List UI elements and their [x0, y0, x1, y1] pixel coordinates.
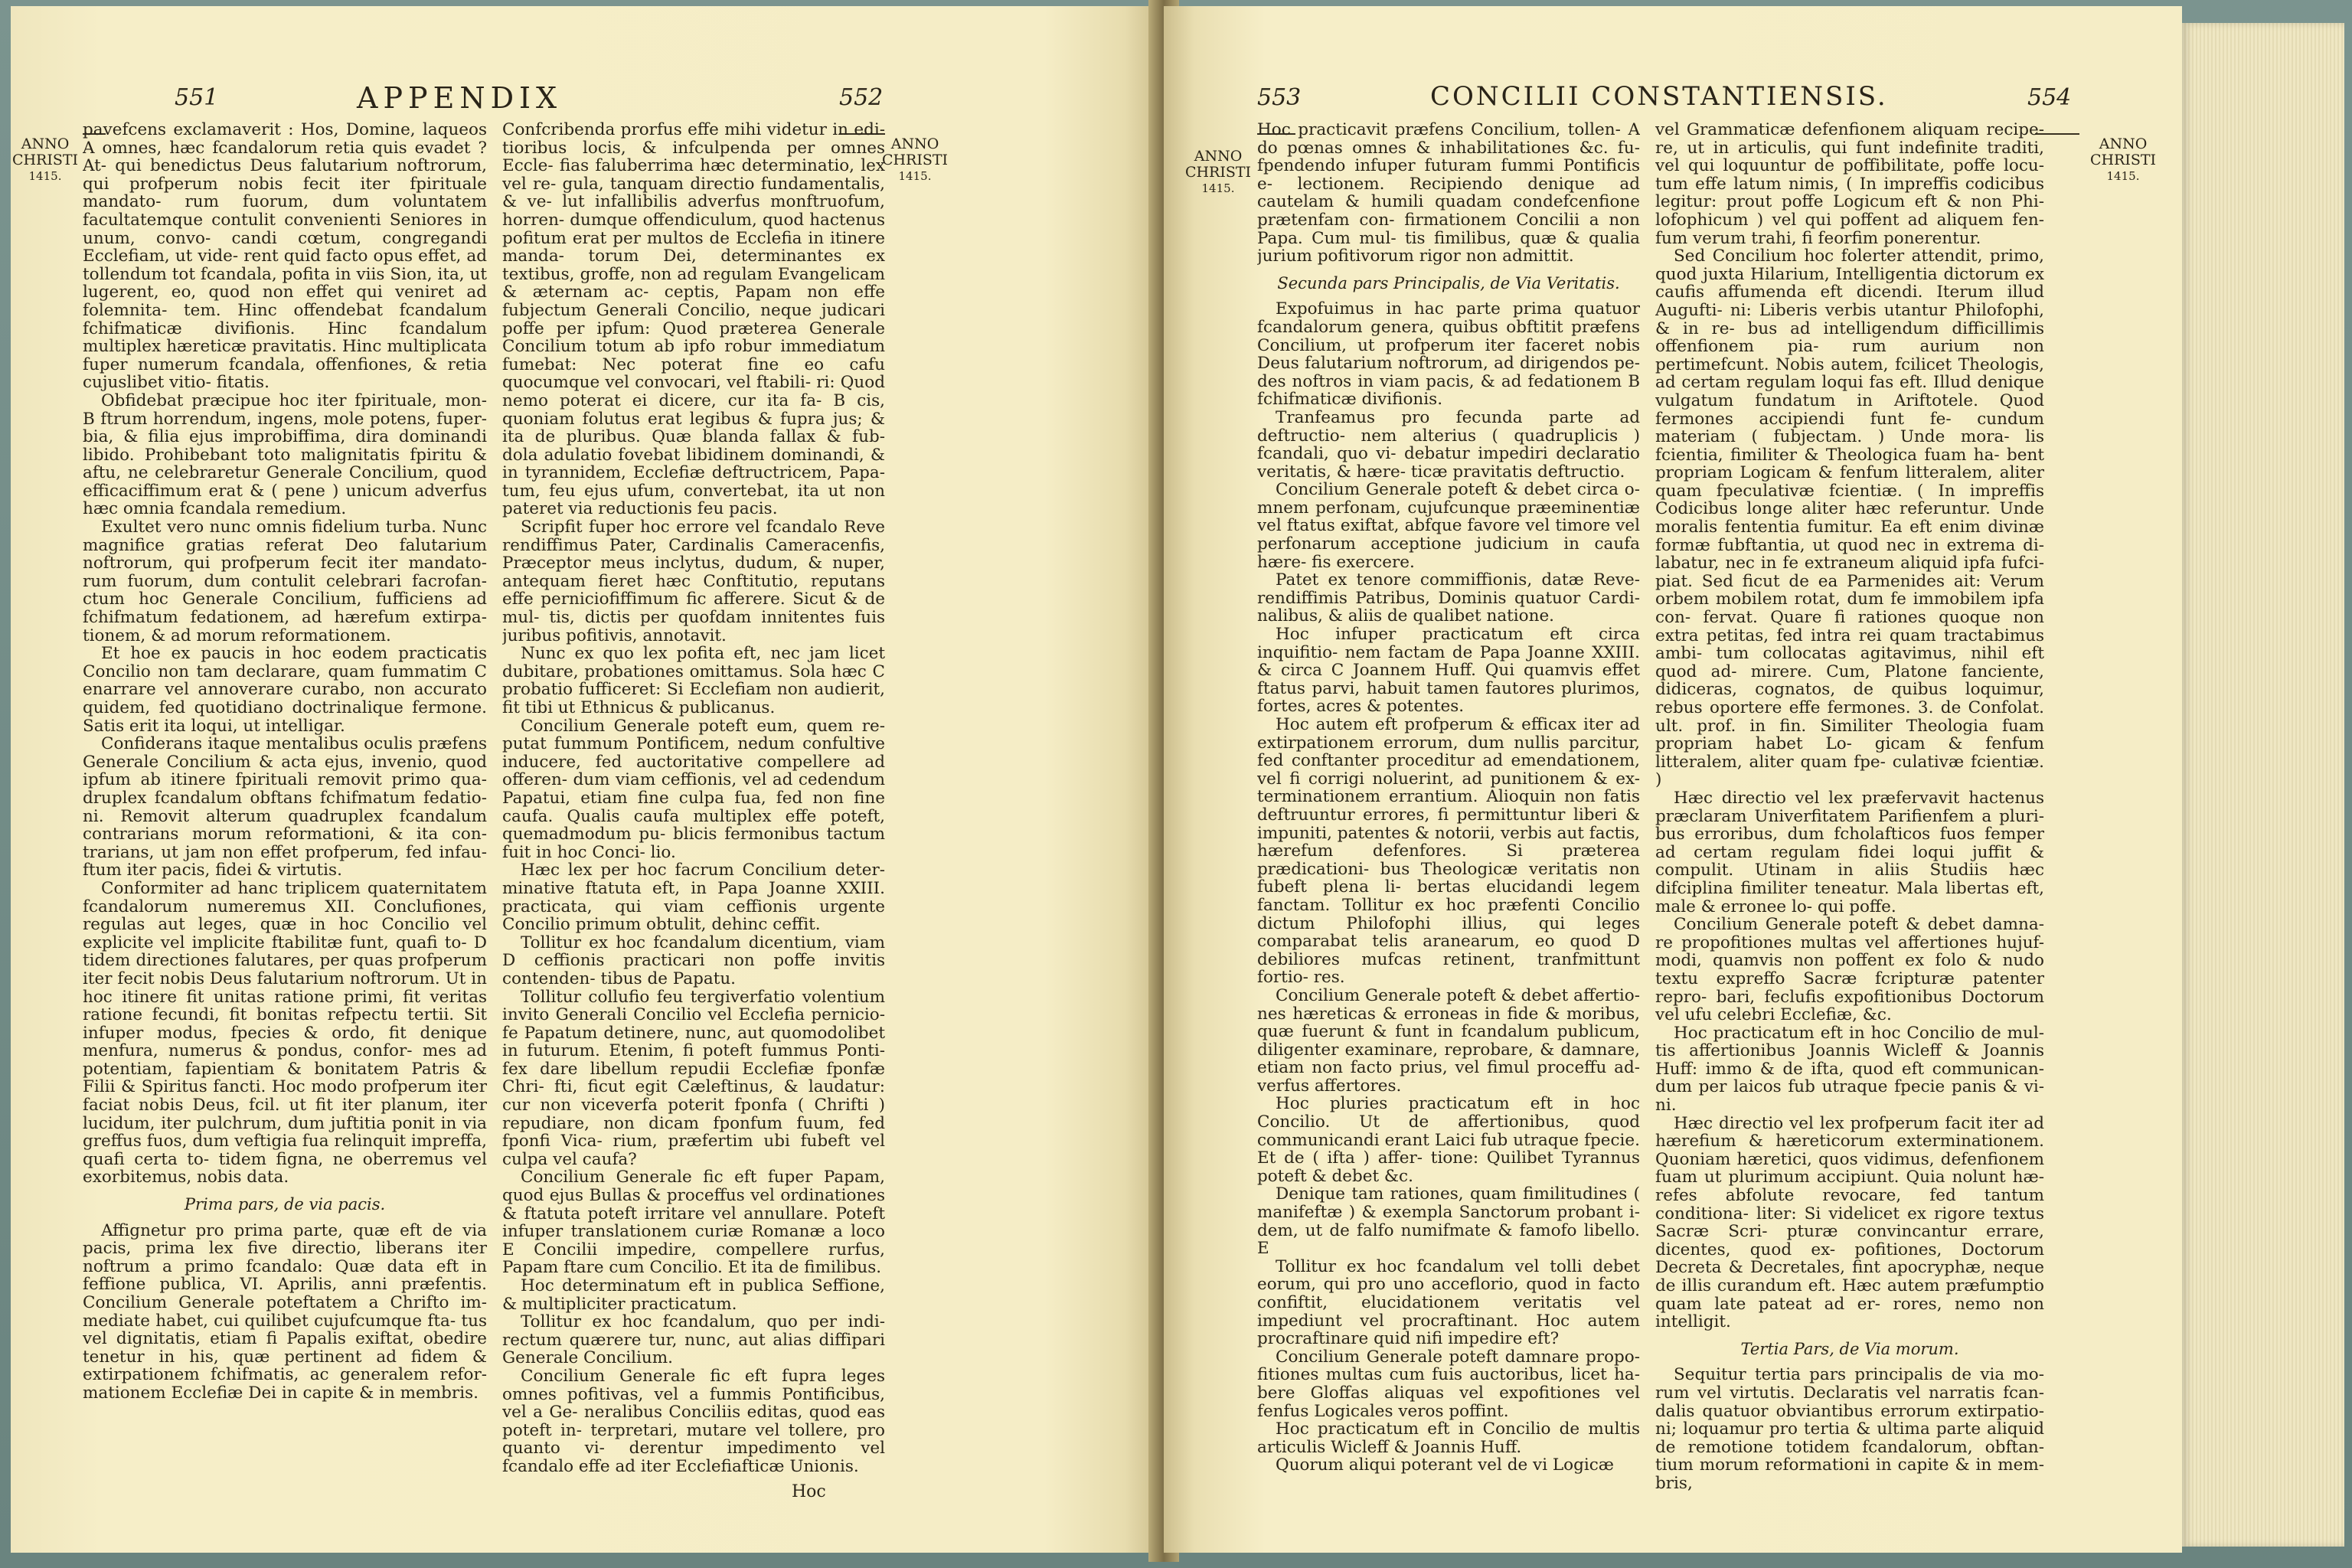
anno-line: 1415.: [1201, 181, 1235, 195]
section-heading-secunda-pars: Secunda pars Principalis, de Via Veritatis.: [1277, 273, 1620, 292]
paragraph: Patet ex tenore commiffionis, datæ Reve- rendiffimis Patribus, Dominis quatuor Cardi- nalibus, & aliis de qualibet natione.: [1257, 570, 1640, 626]
paragraph: Scripfit fuper hoc errore vel fcandalo Reve rendiffimus Pater, Cardinalis Cameracenfis, Præceptor meus inclytus, dudum, & nuper, antequam fieret hæc Conftitutio, reputans effe perniciofiffimum fic afferere. Sicut & de mul- tis, dictis per quofdam innitentes fuis juribus pofitivis, annotavit.: [502, 518, 885, 645]
catchword: Hoc: [792, 1482, 826, 1501]
side-note-anno-left: [11, 136, 80, 185]
paragraph: Concilium Generale poteft & debet circa o- mnem perfonam, cujufcunque præeminentiæ vel ftatus exiftat, abfque favore vel timore vel perfonarum acceptione judicium in caufa hære- fis exercere.: [1257, 480, 1640, 572]
paragraph: Exultet vero nunc omnis fidelium turba. Nunc magnifice gratias referat Deo falutarium noftrorum, qui profperum fecit iter mandato- rum fuorum, dum contulit celebrari facrofan- ctum hoc Generale Concilium, fufficiens ad fchifmatum fedationem, ad hærefum extirpa- tionem, & ad morum reformationem.: [83, 518, 487, 645]
column-a: [83, 121, 487, 1541]
paragraph: Hæc directio vel lex profperum facit iter ad hærefium & hæreticorum exterminationem. Quoniam hæretici, quos vidimus, defenfionem fuam ut plurimum accipiunt. Quia nolunt hæ- refes abfolute revocare, fed tantum conditiona- liter: Si videlicet ex rigore textus Sacræ Scri- pturæ convincantur errare, dicentes, quod ex- pofitiones, Doctorum Decreta & Decretales, fint apocryphæ, neque de illis curandum eft. Hæc autem præfumptio quam late pateat ad er- rores, nemo non intelligit.: [1655, 1113, 2044, 1332]
anno-line: ANNO: [890, 136, 939, 152]
paragraph: Quorum aliqui poterant vel de vi Logicæ: [1276, 1455, 1615, 1475]
paragraph: Confiderans itaque mentalibus oculis præfens Generale Concilium & acta ejus, invenio, quod ipfum ab itinere fpirituali removit primo qua- druplex fcandalum obftans fchifmatum fedatio- ni. Removit alterum quadruplex fcandalum contrarians morum reformationi, & ita con- trarians, ut jam non effet profperum, fed infau- ftum iter pacis, fidei & virtutis.: [83, 734, 487, 880]
anno-line: CHRISTI: [1184, 164, 1252, 181]
paragraph: Affignetur pro prima parte, quæ eft de via pacis, prima lex five directio, liberans iter noftrum a primo fcandalo: Quæ data eft in feffione publica, VI. Aprilis, anni præfentis. Concilium Generale poteftatem a Chrifto im- mediate habet, cui quilibet cujufcumque fta- tus vel dignitatis, etiam fi Papalis exiftat, obedire tenetur in his, quæ pertinent ad fidem & extirpationem fchifmatis, ac generalem refor- mationem Ecclefiæ Dei in capite & in membris.: [83, 1220, 487, 1403]
paragraph: Concilium Generale fic eft fupra leges omnes pofitivas, vel a fummis Pontificibus, vel a Ge- neralibus Conciliis editas, quod eas poteft in- terpretari, mutare vel tollere, pro quanto vi- derentur impedimento vel fcandalo effe ad iter Ecclefiafticæ Unionis.: [502, 1366, 885, 1476]
anno-line: CHRISTI: [881, 152, 949, 168]
left-page: [11, 6, 1159, 1553]
paragraph: Hæc directio vel lex præfervavit hactenus præclaram Univerfitatem Parifienfem a pluri- bus erroribus, dum fcholafticos fuos femper ad certam regulam fidei loqui juffit & compulit. Utinam in aliis Studiis hæc difciplina fimiliter teneatur. Mala libertas eft, male & erronee lo- qui poffe.: [1655, 788, 2044, 916]
paragraph: vel Grammaticæ defenfionem aliquam recipe- re, ut in articulis, qui funt indefinite traditi, vel qui loquuntur de poffibilitate, poffe locu- tum effe latum nimis, ( In impreffis codicibus legitur: prout poffe Logicum eft & non Phi- lofophicum ) vel qui poffent ad aliquem fen- fum verum trahi, fi feorfim ponerentur.: [1655, 121, 2044, 248]
paragraph: Concilium Generale poteft & debet damna- re propofitiones multas vel affertiones hujuf- modi, quamvis non poffent ex folo & nudo textu expreffo Sacræ fcripturæ patenter repro- bari, feclufis expofitionibus Doctorum vel ufu celebri Ecclefiæ, &c.: [1655, 915, 2044, 1025]
right-page: [1164, 6, 2182, 1553]
paragraph: Concilium Generale poteft eum, quem re- putat fummum Pontificem, nedum confultive inducere, fed auctoritative compellere ad offeren- dum viam ceffionis, vel ad cedendum Papatui, etiam fine culpa fua, fed non fine caufa. Qualis caufa multiplex effe poteft, quemadmodum pu- blicis fermonibus tactum fuit in hoc Conci- lio.: [502, 716, 885, 862]
paragraph: Hoc autem eft profperum & efficax iter ad extirpationem errorum, dum nullis parcitur, fed conftanter proceditur ad emendationem, vel fi corrigi noluerint, ad punitionem & ex- terminationem errantium. Alioquin non fatis deftruuntur errores, fi permittuntur liberi & impuniti, patentes & notorii, verbis aut factis, hærefum defenfores. Si præterea prædicationi- bus Theologicæ veritatis non fubeft plena li- bertas elucidandi legem fanctam. Tollitur ex hoc præfenti Concilio dictum Philofophi illius, qui leges comparabat telis aranearum, eo quod D debiliores mufcas retinent, tranfmittunt fortio- res.: [1257, 715, 1640, 988]
page-number-right-outer: 554: [2027, 84, 2072, 111]
paragraph: Tollitur ex hoc fcandalum vel tolli debet eorum, qui pro uno acceflorio, quod in facto confiftit, elucidationem veritatis vel impediunt vel procraftinant. Hoc autem procraftinare quid nifi impedire eft?: [1257, 1256, 1640, 1349]
paragraph: Concilium Generale poteft & debet affertio- nes hæreticas & erroneas in fide & moribus, quæ fuerunt & funt in fcandalum publicum, diligenter examinare, reprobare, & damnare, etiam non facto prius, vel fimul proceffu ad- verfus affertores.: [1257, 985, 1640, 1096]
paragraph: Tollitur ex hoc fcandalum dicentium, viam D ceffionis practicari non poffe invitis contenden- tibus de Papatu.: [502, 933, 885, 988]
column-b: [502, 121, 885, 1507]
section-heading-tertia-pars: Tertia Pars, de Via morum.: [1740, 1339, 1959, 1358]
anno-line: 1415.: [2106, 169, 2140, 183]
anno-line: 1415.: [28, 169, 62, 183]
paragraph: Concilium Generale fic eft fuper Papam, quod ejus Bullas & proceffus vel ordinationes & ftatuta poteft irritare vel annullare. Poteft infuper translationem curiæ Romanæ a loco E Concilii impedire, compellere rurfus, Papam ftare cum Concilio. Et ita de fimilibus.: [502, 1168, 885, 1278]
running-head-left: APPENDIX: [357, 81, 563, 115]
anno-line: ANNO: [2099, 136, 2148, 152]
paragraph: Obfidebat præcipue hoc iter fpirituale, mon- B ftrum horrendum, ingens, mole potens, fuper- bia, & filia ejus improbiffima, dira dominandi libido. Prohibebant toto malignitatis fpiritu & aftu, ne celebraretur Generale Concilium, quod efficaciffimum erat & ( pene ) unicum adverfus hæc omnia fcandala remedium.: [83, 390, 487, 519]
page-number-left-inner: 552: [839, 84, 884, 111]
anno-line: 1415.: [898, 169, 932, 183]
paragraph: Concilium Generale poteft damnare propo- fitiones multas cum fuis auctoribus, licet ha- bere Gloffas aliquas vel expofitiones vel fenfus Logicales veros poffint.: [1257, 1347, 1640, 1421]
side-note-anno-right-outer: [2089, 136, 2158, 185]
paragraph: Hoc practicavit præfens Concilium, tollen- A do pœnas omnes & inhabilitationes &c. fu- fpendendo infuper futuram fummi Pontificis e- lectionem. Recipiendo denique ad cautelam & humili quadam condefcenfione prætenfam con- firmationem Concilii a non Papa. Cum mul- tis fimilibus, quæ & qualia jurium pofitivorum rigor non admittit.: [1257, 121, 1640, 266]
paragraph: Sequitur tertia pars principalis de via mo- rum vel virtutis. Declaratis vel narratis fcan- dalis quatuor obviantibus errorum extirpatio- ni; loquamur pro tertia & ultima parte aliquid de remotione totidem fcandalorum, obftan- tium morum reformationi in capite & in mem- bris,: [1655, 1365, 2044, 1491]
page-number-left-outer: 551: [175, 84, 219, 111]
paragraph: Tollitur collufio feu tergiverfatio volentium invito Generali Concilio vel Ecclefia pernicio- fe Papatum detinere, nunc, aut quomodolibet in futurum. Etenim, fi poteft fummus Ponti- fex dare libellum repudii Ecclefiæ fponfæ Chri- fti, ficut egit Cæleftinus, & laudatur: cur non viceverfa poterit fponfa ( Chrifti ) repudiare, non dicam fponfum fuum, fed fponfi Vica- rium, præfertim ubi fubeft vel culpa vel caufa?: [502, 987, 885, 1169]
paragraph: Hoc practicatum eft in Concilio de multis articulis Wicleff & Joannis Huff.: [1257, 1419, 1640, 1457]
paragraph: pavefcens exclamaverit : Hos, Domine, laqueos A omnes, hæc fcandalorum retia quis evadet ? At- qui benedictus Deus falutarium noftrorum, qui profperum nobis fecit iter fpirituale mandato- rum fuorum, dum voluntatem facultatemque contulit convenienti Seniores in unum, convo- candi cœtum, congregandi Ecclefiam, ut vide- rent quid facto opus effet, ad tollendum tot fcandala, pofita in viis Sion, ita, ut lugerent, eo, quod non effet qui veniret ad folemnita- tem. Hinc offendebat fcandalum fchifmaticæ divifionis. Hinc fcandalum multiplex hæreticæ pravitatis. Hinc multiplicata fuper numerum fcandala, offenfiones, & retia cujuslibet vitio- fitatis.: [83, 121, 487, 393]
side-note-anno-inner: [880, 136, 949, 185]
paragraph: Conformiter ad hanc triplicem quaternitatem fcandalorum numeremus XII. Conclufiones, regulas aut leges, quæ in hoc Concilio vel explicite vel implicite ftabilitæ funt, quafi to- D tidem directiones falutares, per quas profperum iter fecit nobis Deus falutarium noftrorum. Ut in hoc itinere fit unitas ratione primi, fit veritas ratione fecundi, fit bonitas refpectu tertii. Sit infuper modus, fpecies & ordo, fit denique menfura, numerus & pondus, confor- mes ad potentiam, fapientiam & bonitatem Patris & Filii & Spiritus fancti. Hoc modo profperum iter faciat nobis Deus, fcil. ut fit iter planum, iter lucidum, iter pulchrum, dum juftitia ponit in via greffus fuos, dum veftigia fua relinquit impreffa, quafi certa to- tidem figna, ne oberremus vel exorbitemus, nobis data.: [83, 878, 487, 1187]
paragraph: Denique tam rationes, quam fimilitudines ( manifeftæ ) & exempla Sanctorum probant i- dem, ut de falfo numifmate & famofo libello. E: [1257, 1184, 1640, 1259]
paragraph: Expofuimus in hac parte prima quatuor fcandalorum genera, quibus obftitit præfens Concilium, ut profperum iter faceret nobis Deus falutarium noftrorum, ad dirigendos pe- des noftros in viam pacis, & ad fedationem B fchifmaticæ divifionis.: [1257, 299, 1640, 410]
paragraph: Tranfeamus pro fecunda parte ad deftructio- nem alterius ( quadruplicis ) fcandali, quo vi- debatur impediri declaratio veritatis, & hære- ticæ pravitatis deftructio.: [1257, 407, 1640, 482]
paragraph: Hæc lex per hoc facrum Concilium deter- minative ftatuta eft, in Papa Joanne XXIII. practicata, qui viam ceffionis urgente Concilio primum obtulit, dehinc ceffit.: [502, 861, 885, 935]
column-c: [1257, 121, 1640, 1507]
anno-line: ANNO: [21, 136, 70, 152]
paragraph: Sed Concilium hoc folerter attendit, primo, quod juxta Hilarium, Intelligentia dictorum ex caufis affumenda eft dicendi. Iterum illud Augufti- ni: Liberis verbis utantur Philofophi, & in re- bus ad intelligendum difficillimis offenfionem pia- rum aurium non pertimefcunt. Nobis autem, fcilicet Theologis, ad certam regulam loqui fas eft. Illud denique vulgatum fundatum in Ariftotele. Quod fermones accipiendi funt fe- cundum materiam ( fubjectam. ) Unde mora- lis fcientia, fimiliter & Theologica fuam ha- bent propriam Logicam & fenfum litteralem, aliter quam fpeculativæ fcientiæ. ( In impreffis Codicibus longe aliter hæc referuntur. Unde moralis fententia fumitur. Ea eft enim divinæ formæ fubftantia, ut quod nec in extrema di- labatur, nec in fe extraneum aliquid ipfa fufci- piat. Sed ficut de ea Parmenides ait: Verum orbem mobilem rotat, dum fe immobilem ipfa con- fervat. Quare fi rationes quoque non extra petitas, fed intra rei quam tractabimus ambi- tum collocatas agitavimus, nihil eft quod ad- mirere. Cum, Platone fanciente, didiceras, cognatos, de quibus loquimur, rebus oportere effe fermones. 3. de Confolat. ult. prof. in fin. Similiter Theologia fuam propriam habet Lo- gicam & fenfum litteralem, aliter quam fpe- culativæ fcientiæ. ): [1655, 247, 2044, 790]
paragraph: Hoc determinatum eft in publica Seffione, & multipliciter practicatum.: [502, 1276, 885, 1314]
paragraph: Confcribenda prorfus effe mihi videtur in edi- tioribus locis, & infculpenda per omnes Eccle- fias faluberrima hæc determinatio, lex vel re- gula, tanquam directio fundamentalis, & ve- lut infallibilis adverfus monftruofum, horren- dumque offendiculum, quod hactenus pofitum erat per multos de Ecclefia in itinere manda- torum Dei, determinantes ex textibus, groffe, non ad regulam Evangelicam & æternam ac- ceptis, Papam non effe fubjectum Generali Concilio, neque judicari poffe per ipfum: Quod præterea Generale Concilium totum ab ipfo robur immediatum fumebat: Nec poterat fine eo cafu quocumque vel convocari, vel ftabili- ri: Quod nemo poterat ei dicere, cur ita fa- B cis, quoniam folutus erat legibus & fupra jus; & ita de pluribus. Quæ blanda fallax & fub- dola adulatio fovebat libidinem dominandi, & in tyrannidem, Ecclefiæ deftructricem, Papa- tum, feu ejus ufum, convertebat, ita ut non pateret via reductionis feu pacis.: [502, 121, 885, 519]
side-note-anno-right-inner: [1184, 149, 1253, 197]
paragraph: Et hoe ex paucis in hoc eodem practicatis Concilio non tam declarare, quam fummatim C enarrare vel annoverare curabo, non accurato quidem, fed quotidiano doctrinalique fermone. Satis erit ita loqui, ut intelligar.: [83, 644, 487, 736]
anno-line: CHRISTI: [11, 152, 79, 168]
column-d: [1655, 121, 2044, 1491]
paragraph: Nunc ex quo lex pofita eft, nec jam licet dubitare, probationes omittamus. Sola hæc C probatio fufficeret: Si Ecclefiam non audierit, fit tibi ut Ethnicus & publicanus.: [502, 644, 885, 717]
anno-line: CHRISTI: [2089, 152, 2157, 168]
running-head-right: CONCILII CONSTANTIENSIS.: [1430, 81, 1888, 112]
page-number-right-inner: 553: [1257, 84, 1302, 111]
page-edges: [2182, 23, 2344, 1547]
paragraph: Hoc practicatum eft in hoc Concilio de mul- tis affertionibus Joannis Wicleff & Joannis Huff: immo & de ifta, quod eft communican- dum per laicos fub utraque fpecie panis & vi- ni.: [1655, 1023, 2044, 1116]
paragraph: Hoc infuper practicatum eft circa inquifitio- nem factam de Papa Joanne XXIII. & circa C Joannem Huff. Qui quamvis effet ftatus parvi, habuit tamen fautores plurimos, fortes, acres & potentes.: [1257, 625, 1640, 717]
paragraph: Hoc pluries practicatum eft in hoc Concilio. Ut de affertionibus, quod communicandi erant Laici fub utraque fpecie. Et de ( ifta ) affer- tione: Quilibet Tyrannus poteft & debet &c.: [1257, 1094, 1640, 1186]
section-heading-prima-pars: Prima pars, de via pacis.: [184, 1195, 386, 1214]
anno-line: ANNO: [1194, 148, 1243, 165]
paragraph: Tollitur ex hoc fcandalum, quo per indi- rectum quærere tur, nunc, aut alias diffipari Generale Concilium.: [502, 1312, 885, 1368]
